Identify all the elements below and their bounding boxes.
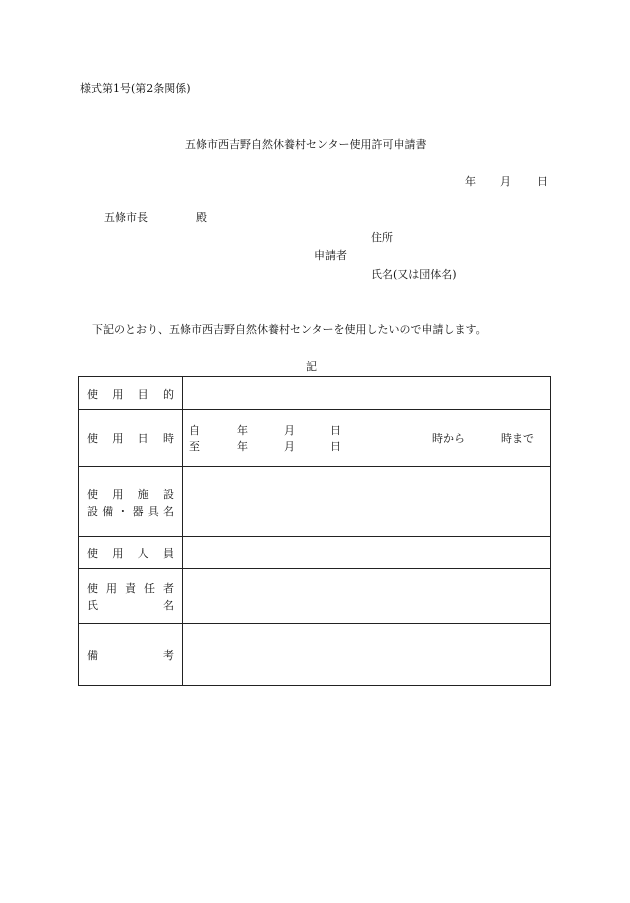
to-month: 月 — [284, 440, 295, 453]
label-char: 用 — [106, 582, 117, 595]
label-manager — [79, 569, 183, 624]
from-time: 時から — [432, 432, 465, 445]
row-persons — [79, 537, 551, 569]
label-char: 考 — [163, 649, 174, 662]
label-char: 人 — [137, 547, 149, 560]
to-day: 日 — [330, 440, 341, 453]
date-year: 年 — [465, 175, 476, 188]
label-char: 任 — [144, 582, 155, 595]
applicant-address-label: 住所 — [371, 231, 393, 244]
label-char: 使 — [87, 432, 98, 445]
label-char: 責 — [125, 582, 136, 595]
label-char: 氏 — [87, 599, 98, 612]
form-id: 様式第1号(第2条関係) — [80, 82, 191, 95]
application-table — [78, 376, 551, 686]
document-title: 五條市西吉野自然休養村センター使用許可申請書 — [185, 138, 427, 151]
from-label: 自 — [189, 424, 200, 437]
row-manager — [79, 569, 551, 624]
ki-heading: 記 — [306, 360, 317, 373]
value-manager[interactable] — [183, 569, 551, 624]
row-facility — [79, 467, 551, 537]
label-char: 器 — [132, 505, 144, 518]
label-persons — [79, 537, 183, 569]
date-month: 月 — [500, 175, 511, 188]
label-char: 名 — [162, 505, 174, 518]
label-char: 用 — [112, 388, 124, 401]
from-month: 月 — [284, 424, 295, 437]
row-remarks — [79, 624, 551, 686]
addressee-name: 五條市長 — [104, 211, 148, 224]
label-char: 備 — [87, 649, 98, 662]
from-year: 年 — [237, 424, 248, 437]
label-char: 使 — [87, 488, 98, 501]
applicant-label: 申請者 — [314, 249, 347, 262]
label-char: 員 — [162, 547, 174, 560]
value-persons[interactable] — [183, 537, 551, 569]
addressee-honorific: 殿 — [196, 211, 207, 224]
label-char: 施 — [137, 488, 149, 501]
label-char: 名 — [163, 599, 174, 612]
applicant-name-label: 氏名(又は団体名) — [371, 268, 457, 281]
label-datetime — [79, 410, 183, 467]
to-year: 年 — [237, 440, 248, 453]
row-purpose — [79, 377, 551, 410]
label-char: ・ — [117, 505, 129, 518]
value-purpose[interactable] — [183, 377, 551, 410]
label-char: 的 — [162, 388, 174, 401]
label-char: 目 — [137, 388, 149, 401]
value-facility[interactable] — [183, 467, 551, 537]
label-char: 用 — [112, 488, 124, 501]
label-char: 備 — [102, 505, 114, 518]
label-char: 日 — [137, 432, 149, 445]
label-facility — [79, 467, 183, 537]
from-day: 日 — [330, 424, 341, 437]
label-remarks — [79, 624, 183, 686]
label-char: 設 — [162, 488, 174, 501]
label-char: 設 — [87, 505, 98, 518]
label-char: 具 — [147, 505, 159, 518]
label-char: 用 — [112, 547, 124, 560]
value-datetime[interactable] — [183, 410, 551, 467]
to-label: 至 — [189, 440, 200, 453]
label-char: 使 — [87, 582, 98, 595]
row-datetime — [79, 410, 551, 467]
value-remarks[interactable] — [183, 624, 551, 686]
label-char: 使 — [87, 388, 98, 401]
label-char: 使 — [87, 547, 98, 560]
label-purpose — [79, 377, 183, 410]
date-day: 日 — [537, 175, 548, 188]
intro-text: 下記のとおり、五條市西吉野自然休養村センターを使用したいので申請します。 — [92, 323, 487, 336]
label-char: 用 — [112, 432, 124, 445]
label-char: 者 — [163, 582, 174, 595]
label-char: 時 — [162, 432, 174, 445]
to-time: 時まで — [501, 432, 534, 445]
